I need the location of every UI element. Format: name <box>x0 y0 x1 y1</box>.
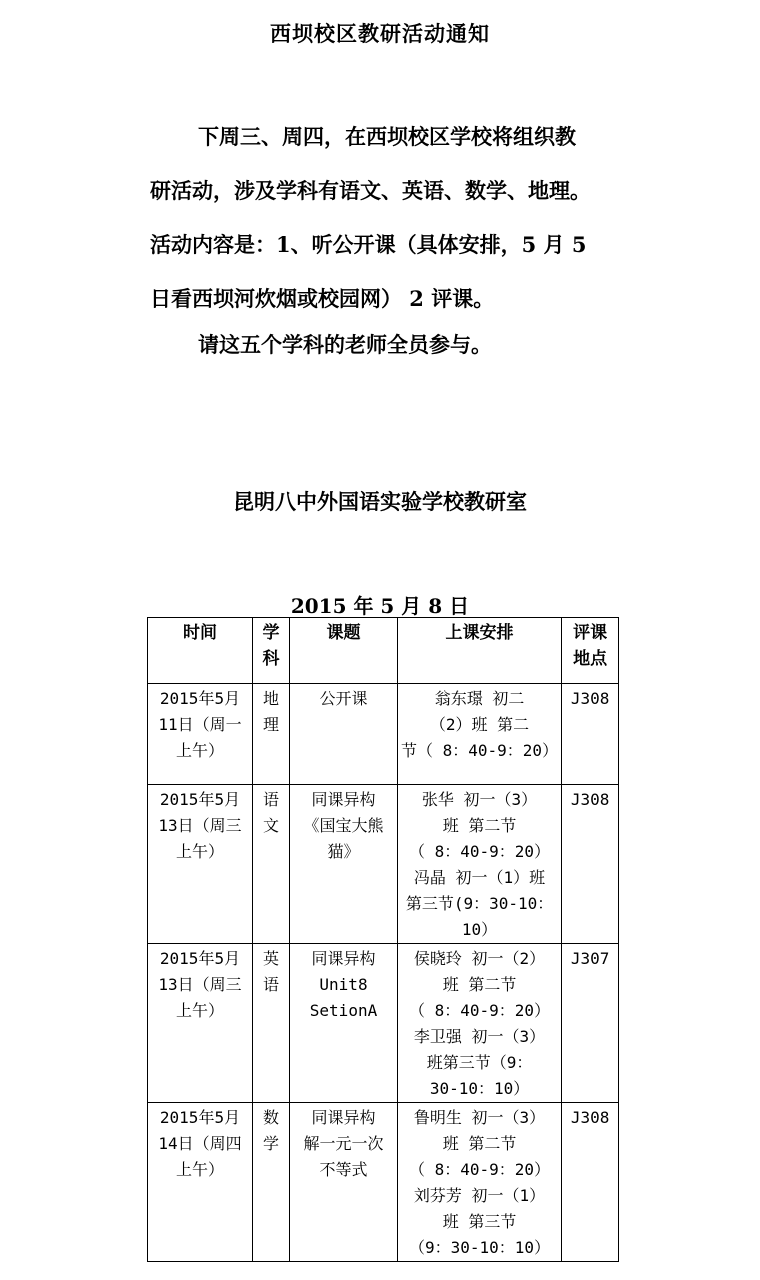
cell-line: 同课异构 <box>311 949 376 968</box>
cell-line: 班 第二节 <box>442 1134 517 1153</box>
cell-line: 上午） <box>175 1160 224 1179</box>
cell-line: 翁东璟 初二 <box>434 689 525 708</box>
cell-line: 上午） <box>175 842 224 861</box>
cell-schedule <box>398 944 562 1103</box>
cell-schedule <box>398 1103 562 1262</box>
cell-line: 公开课 <box>319 689 368 708</box>
cell-line: 30-10：10） <box>429 1079 530 1098</box>
cell-line: 同课异构 <box>311 790 376 809</box>
header-location <box>562 618 619 684</box>
cell-line: （9：30-10：10） <box>409 1238 551 1257</box>
cell-line: 侯晓玲 初一（2） <box>413 949 546 968</box>
cell-line: （ 8：40-9：20） <box>409 842 551 861</box>
cell-line: SetionA <box>309 1001 378 1020</box>
table-header-row <box>148 618 619 684</box>
paragraph-line: 下周三、周四，在西坝校区学校将组织教 <box>198 124 576 149</box>
cell-location: J307 <box>562 944 619 1103</box>
cell-line: 李卫强 初一（3） <box>413 1027 546 1046</box>
table-row <box>148 785 619 944</box>
cell-line: 14日（周四 <box>158 1134 242 1153</box>
cell-line: 刘芬芳 初一（1） <box>413 1186 546 1205</box>
table-row <box>148 684 619 785</box>
cell-line: 《国宝大熊 <box>303 816 384 835</box>
cell-line: 学 <box>262 1134 279 1153</box>
cell-line: 数 <box>262 1108 279 1127</box>
cell-line: 班 第二节 <box>442 975 517 994</box>
cell-schedule <box>398 785 562 944</box>
cell-topic <box>290 944 398 1103</box>
cell-line: 同课异构 <box>311 1108 376 1127</box>
notice-paragraph-2: 请这五个学科的老师全员参与。 <box>198 332 492 357</box>
cell-time <box>148 684 253 785</box>
schedule-table <box>147 617 619 1262</box>
cell-line: 13日（周三 <box>158 975 242 994</box>
cell-line: 第三节(9：30-10： <box>405 894 554 913</box>
cell-line: 班 第三节 <box>442 1212 517 1231</box>
cell-time <box>148 785 253 944</box>
cell-line: （2）班 第二 <box>429 715 530 734</box>
cell-line: 13日（周三 <box>158 816 242 835</box>
cell-topic <box>290 684 398 785</box>
table-row <box>148 1103 619 1262</box>
cell-line: 理 <box>262 715 279 734</box>
cell-line: 英 <box>262 949 279 968</box>
header-subject <box>253 618 290 684</box>
cell-line: 班 第二节 <box>442 816 517 835</box>
header-subject-line: 科 <box>262 649 280 669</box>
cell-line: （ 8：40-9：20） <box>409 1160 551 1179</box>
cell-line: 鲁明生 初一（3） <box>413 1108 546 1127</box>
cell-topic <box>290 1103 398 1262</box>
notice-title: 西坝校区教研活动通知 <box>270 21 490 46</box>
header-subject-line: 学 <box>262 623 280 643</box>
cell-line: 2015年5月 <box>159 949 241 968</box>
cell-line: 11日（周一 <box>158 715 242 734</box>
paragraph-line: 活动内容是：1、听公开课（具体安排，5 月 5 <box>150 232 587 257</box>
cell-time <box>148 944 253 1103</box>
cell-time <box>148 1103 253 1262</box>
cell-line: 节（ 8：40-9：20） <box>401 741 559 760</box>
cell-line: 2015年5月 <box>159 790 241 809</box>
cell-line: 2015年5月 <box>159 1108 241 1127</box>
cell-line: 解一元一次 <box>303 1134 384 1153</box>
header-location-line: 评课 <box>573 623 608 643</box>
cell-schedule <box>398 684 562 785</box>
cell-topic <box>290 785 398 944</box>
cell-line: Unit8 <box>319 975 368 994</box>
cell-line: 2015年5月 <box>159 689 241 708</box>
cell-line: 冯晶 初一（1）班 <box>413 868 546 887</box>
issuing-office: 昆明八中外国语实验学校教研室 <box>233 489 527 514</box>
notice-paragraph-1 <box>150 110 620 326</box>
cell-line: 上午） <box>175 1001 224 1020</box>
table-row <box>148 944 619 1103</box>
cell-line: （ 8：40-9：20） <box>409 1001 551 1020</box>
cell-location: J308 <box>562 1103 619 1262</box>
cell-line: 语 <box>262 975 279 994</box>
header-topic: 课题 <box>290 618 398 684</box>
cell-location: J308 <box>562 684 619 785</box>
paragraph-line: 日看西坝河炊烟或校园网） 2 评课。 <box>150 286 495 311</box>
cell-location: J308 <box>562 785 619 944</box>
cell-line: 张华 初一（3） <box>421 790 538 809</box>
header-location-line: 地点 <box>573 649 608 669</box>
cell-subject <box>253 684 290 785</box>
cell-line: 地 <box>262 689 279 708</box>
cell-line: 文 <box>262 816 279 835</box>
cell-subject <box>253 785 290 944</box>
cell-line: 不等式 <box>319 1160 368 1179</box>
header-time: 时间 <box>148 618 253 684</box>
cell-line: 语 <box>262 790 279 809</box>
cell-line: 10） <box>461 920 498 939</box>
cell-line: 班第三节（9： <box>426 1053 533 1072</box>
notice-date: 2015 年 5 月 8 日 <box>290 594 470 618</box>
cell-subject <box>253 944 290 1103</box>
paragraph-line: 研活动，涉及学科有语文、英语、数学、地理。 <box>150 178 591 203</box>
cell-line: 猫》 <box>327 842 360 861</box>
cell-line: 上午） <box>175 741 224 760</box>
cell-subject <box>253 1103 290 1262</box>
header-schedule: 上课安排 <box>398 618 562 684</box>
